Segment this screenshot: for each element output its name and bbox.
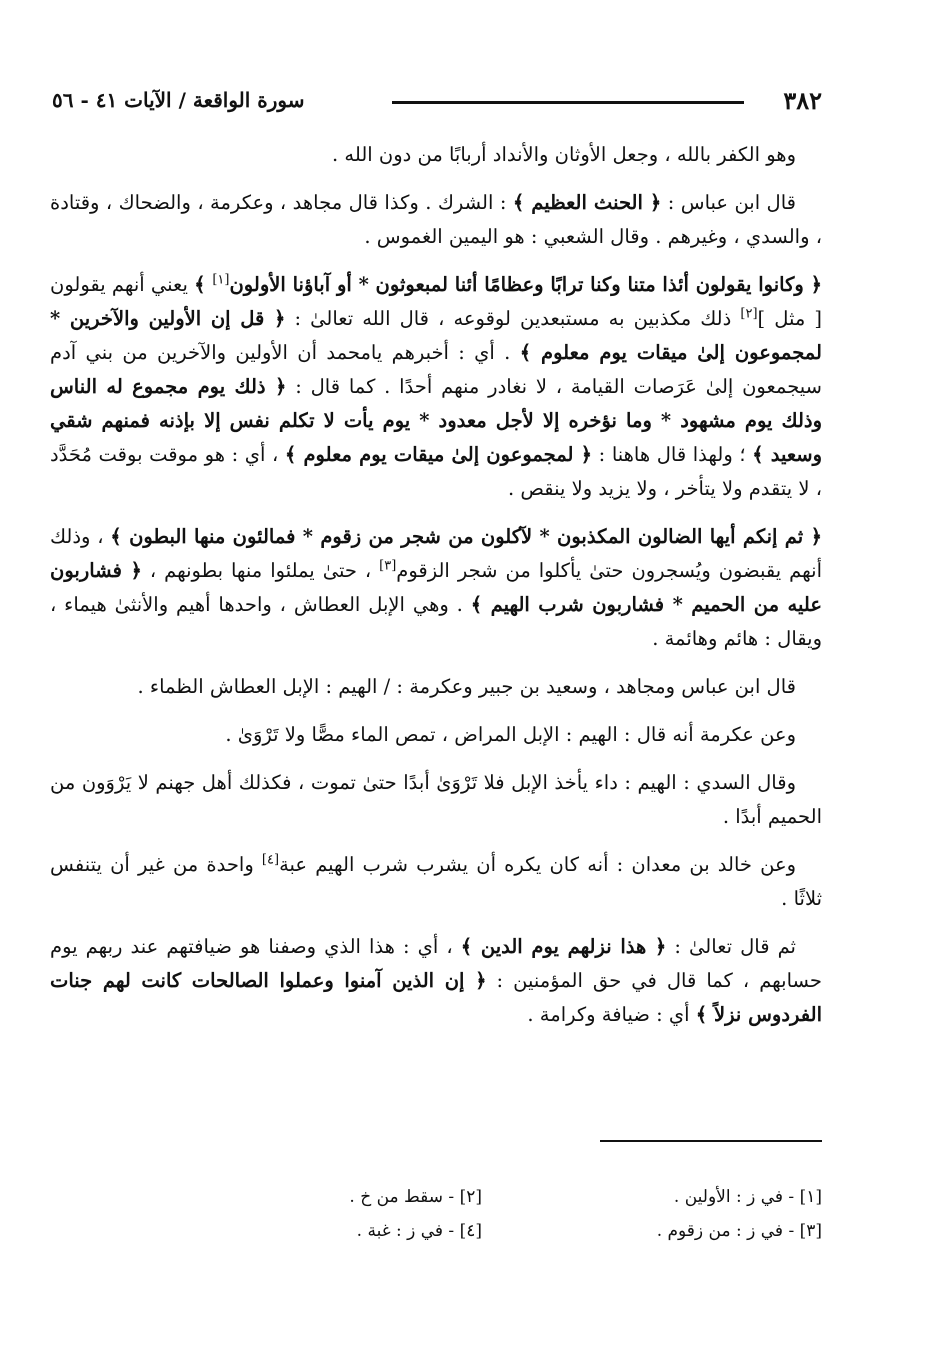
page-header — [52, 82, 822, 122]
quran-quote: ﴿ إن الذين آمنوا وعملوا الصالحات كانت لهم جنات الفردوس نزلاً ﴾ — [50, 969, 822, 1026]
paragraph-4: ﴿ ثم إنكم أيها الضالون المكذبون * لآكلون من شجر من زقوم * فمالئون منها البطون ﴾ ، وذلك أنهم يقبضون ويُسجرون حتىٰ يأكلوا من شجر الزقوم[٣] ، حتىٰ يملئوا منها بطونهم ، ﴿ فشاربون عليه من الحميم * فشاربون شرب الهيم ﴾ . وهي الإبل العطاش ، واحدها أهيم والأنثىٰ هيماء ، ويقال : هائم وهائمة . — [50, 525, 822, 650]
footnote-3: [٣] - في ز : من زقوم . — [656, 1221, 822, 1241]
footnote-ref-4[interactable]: [٤] — [261, 852, 280, 868]
footnote-rule — [600, 1140, 822, 1142]
quran-quote: ﴿ وكانوا يقولون أئذا متنا وكنا ترابًا وعظامًا أئنا لمبعوثون * أو آباؤنا الأولون — [229, 273, 823, 296]
footnote-ref-3[interactable]: [٣] — [379, 558, 397, 574]
footnote-ref-1[interactable]: [١] — [212, 272, 230, 288]
paragraph-5: قال ابن عباس ومجاهد ، وسعيد بن جبير وعكرمة : / الهيم : الإبل العطاش الظماء . — [137, 675, 796, 698]
footnote-row — [142, 1216, 822, 1250]
paragraph-7: وقال السدي : الهيم : داء يأخذ الإبل فلا تَرْوَىٰ أبدًا حتىٰ تموت ، فكذلك أهل جهنم لا يَرْوَون من الحميم أبدًا . — [50, 771, 822, 828]
footnote-2: [٢] - سقط من خ . — [349, 1187, 482, 1207]
body-text — [50, 138, 822, 1046]
quran-quote: ﴿ فشاربون عليه من الحميم * فشاربون شرب الهيم ﴾ — [50, 559, 822, 616]
paragraph-6: وعن عكرمة أنه قال : الهيم : الإبل المراض ، تمص الماء مصًّا ولا تَرْوَىٰ . — [225, 723, 796, 746]
page-number: ٣٨٢ — [783, 86, 822, 115]
quran-quote: ﴿ هذا نزلهم يوم الدين ﴾ — [460, 935, 667, 958]
footnote-ref-2[interactable]: [٢] — [740, 306, 758, 322]
paragraph-1: وهو الكفر بالله ، وجعل الأوثان والأنداد أربابًا من دون الله . — [332, 143, 796, 166]
footnotes — [142, 1182, 822, 1250]
quran-quote: ﴿ لمجموعون إلىٰ ميقات يوم معلوم ﴾ — [284, 443, 593, 466]
footnote-row — [142, 1182, 822, 1216]
paragraph-8: وعن خالد بن معدان : أنه كان يكره أن يشرب شرب الهيم عبة[٤] واحدة من غير أن يتنفس ثلاثًا . — [50, 852, 822, 910]
running-title: سورة الواقعة / الآيات ٤١ - ٥٦ — [52, 88, 305, 112]
paragraph-9: ثم قال تعالىٰ : ﴿ هذا نزلهم يوم الدين ﴾ ، أي : هذا الذي وصفنا هو ضيافتهم عند ربهم يوم حسابهم ، كما قال في حق المؤمنين : ﴿ إن الذين آمنوا وعملوا الصالحات كانت لهم جنات الفردوس نزلاً ﴾ أي : ضيافة وكرامة . — [50, 935, 822, 1026]
footnote-1: [١] - في ز : الأولين . — [673, 1187, 822, 1207]
quran-quote: ﴿ ذلك يوم مجموع له الناس وذلك يوم مشهود * وما نؤخره إلا لأجل معدود * يوم يأت لا تكلم نفس إلا بإذنه فمنهم شقي وسعيد ﴾ — [50, 375, 823, 466]
quran-quote: ﴿ قل إن الأولين والآخرين * لمجموعون إلىٰ ميقات يوم معلوم ﴾ — [50, 307, 822, 364]
footnote-4: [٤] - في ز : غبة . — [356, 1221, 482, 1241]
quran-quote: ﴿ الحنث العظيم ﴾ — [512, 191, 662, 214]
paragraph-3: ﴿ وكانوا يقولون أئذا متنا وكنا ترابًا وعظامًا أئنا لمبعوثون * أو آباؤنا الأولون[١] ﴾ يعني أنهم يقولون [ مثل ][٢] ذلك مكذبين به مستبعدين لوقوعه ، قال الله تعالىٰ : ﴿ قل إن الأولين والآخرين * لمجموعون إلىٰ ميقات يوم معلوم ﴾ . أي : أخبرهم يامحمد أن الأولين والآخرين من بني آدم سيجمعون إلىٰ عَرَصات القيامة ، لا نغادر منهم أحدًا . كما قال : ﴿ ذلك يوم مجموع له الناس وذلك يوم مشهود * وما نؤخره إلا لأجل معدود * يوم يأت لا تكلم نفس إلا بإذنه فمنهم شقي وسعيد ﴾ ؛ ولهذا قال هاهنا : ﴿ لمجموعون إلىٰ ميقات يوم معلوم ﴾ ، أي : هو موقت بوقت مُحَدَّد ، لا يتقدم ولا يتأخر ، ولا يزيد ولا ينقص . — [50, 272, 823, 500]
paragraph-2: قال ابن عباس : ﴿ الحنث العظيم ﴾ : الشرك . وكذا قال مجاهد ، وعكرمة ، والضحاك ، وقتادة ، والسدي ، وغيرهم . وقال الشعبي : هو اليمين الغموس . — [50, 191, 822, 248]
header-rule — [392, 101, 744, 104]
quran-quote: ﴿ ثم إنكم أيها الضالون المكذبون * لآكلون من شجر من زقوم * فمالئون منها البطون ﴾ — [110, 525, 822, 548]
